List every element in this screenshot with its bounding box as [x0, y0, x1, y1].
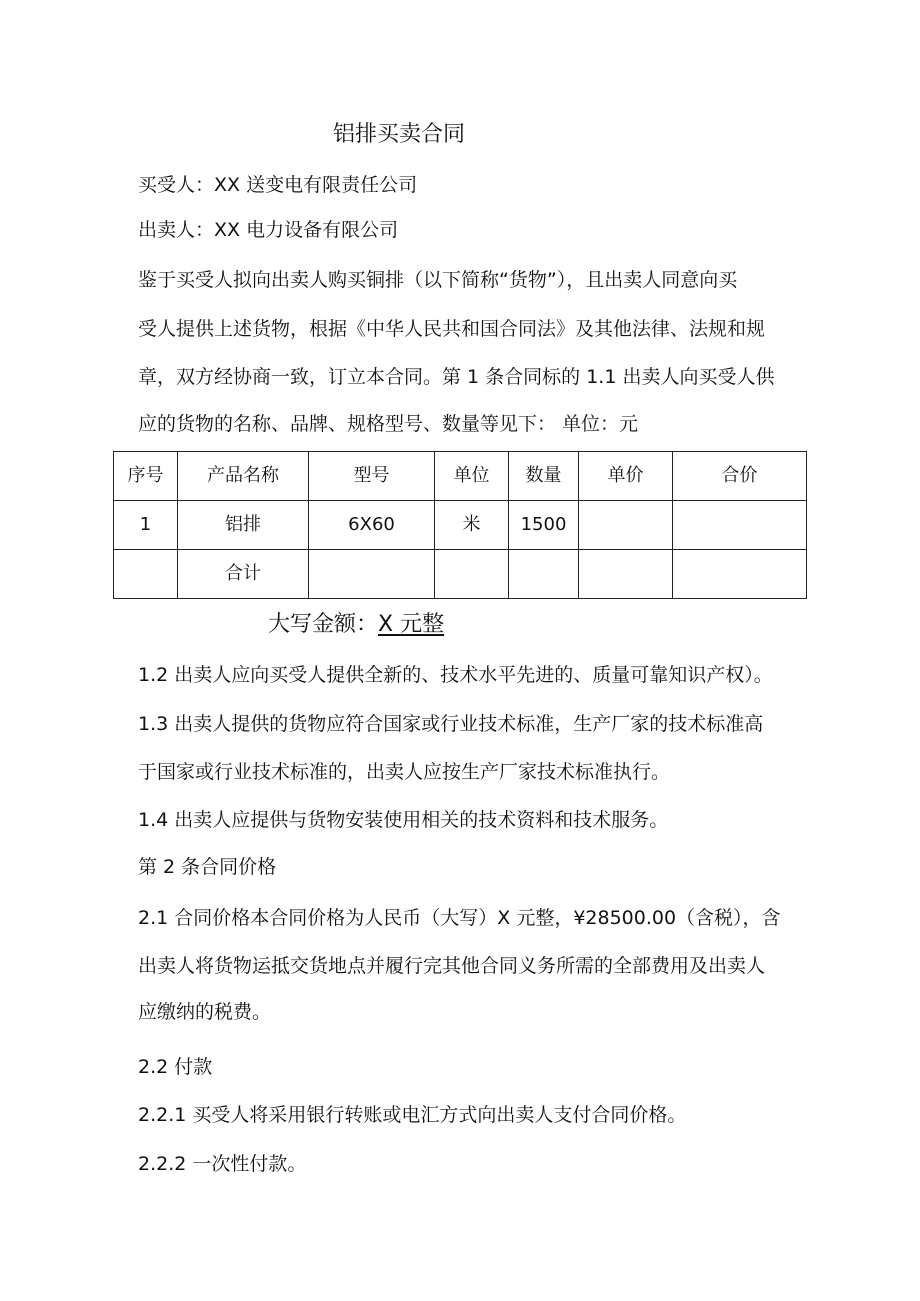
clause-1-2: 1.2 出卖人应向买受人提供全新的、技术水平先进的、质量可靠知识产权）。	[138, 664, 773, 686]
cell-total-label: 合计	[178, 550, 309, 599]
goods-table	[113, 451, 807, 599]
cell-model	[309, 550, 435, 599]
header-unit-price: 单价	[579, 452, 673, 501]
header-product-name: 产品名称	[178, 452, 309, 501]
amount-value: X 元整	[378, 612, 445, 637]
cell-quantity: 1500	[509, 501, 579, 550]
buyer-line: 买受人：XX 送变电有限责任公司	[138, 174, 418, 196]
intro-line-3: 章，双方经协商一致，订立本合同。第 1 条合同标的 1.1 出卖人向买受人供	[138, 366, 775, 388]
clause-1-3-line-2: 于国家或行业技术标准的，出卖人应按生产厂家技术标准执行。	[138, 761, 671, 783]
cell-quantity	[509, 550, 579, 599]
clause-2-1-line-1: 2.1 合同价格本合同价格为人民币（大写）X 元整，¥28500.00（含税），含	[138, 907, 781, 929]
clause-1-3-line-1: 1.3 出卖人提供的货物应符合国家或行业技术标准，生产厂家的技术标准高	[138, 713, 764, 735]
clause-2-2-2: 2.2.2 一次性付款。	[138, 1153, 307, 1175]
amount-in-words	[268, 610, 444, 640]
clause-2-2-1: 2.2.1 买受人将采用银行转账或电汇方式向出卖人支付合同价格。	[138, 1104, 687, 1126]
clause-2-2: 2.2 付款	[138, 1056, 213, 1078]
table-total-row	[114, 550, 807, 599]
header-quantity: 数量	[509, 452, 579, 501]
cell-total-price	[673, 550, 807, 599]
intro-line-2: 受人提供上述货物，根据《中华人民共和国合同法》及其他法律、法规和规	[138, 318, 766, 340]
cell-model: 6X60	[309, 501, 435, 550]
article-2-heading: 第 2 条合同价格	[138, 856, 277, 878]
page-title: 铝排买卖合同	[333, 122, 466, 147]
header-model: 型号	[309, 452, 435, 501]
table-header-row	[114, 452, 807, 501]
amount-label: 大写金额：	[268, 612, 379, 637]
header-index: 序号	[114, 452, 178, 501]
cell-product-name: 铝排	[178, 501, 309, 550]
cell-unit-price	[579, 501, 673, 550]
cell-total-price	[673, 501, 807, 550]
header-unit: 单位	[435, 452, 509, 501]
intro-line-1: 鉴于买受人拟向出卖人购买铜排（以下简称“货物”），且出卖人同意向买	[138, 269, 738, 291]
clause-1-4: 1.4 出卖人应提供与货物安装使用相关的技术资料和技术服务。	[138, 809, 669, 831]
header-total-price: 合价	[673, 452, 807, 501]
cell-unit: 米	[435, 501, 509, 550]
intro-line-4: 应的货物的名称、品牌、规格型号、数量等见下： 单位：元	[138, 413, 639, 435]
seller-line: 出卖人：XX 电力设备有限公司	[138, 219, 399, 241]
cell-index: 1	[114, 501, 178, 550]
cell-unit	[435, 550, 509, 599]
clause-2-1-line-2: 出卖人将货物运抵交货地点并履行完其他合同义务所需的全部费用及出卖人	[138, 955, 766, 977]
cell-index	[114, 550, 178, 599]
table-row	[114, 501, 807, 550]
clause-2-1-line-3: 应缴纳的税费。	[138, 1001, 272, 1023]
cell-unit-price	[579, 550, 673, 599]
